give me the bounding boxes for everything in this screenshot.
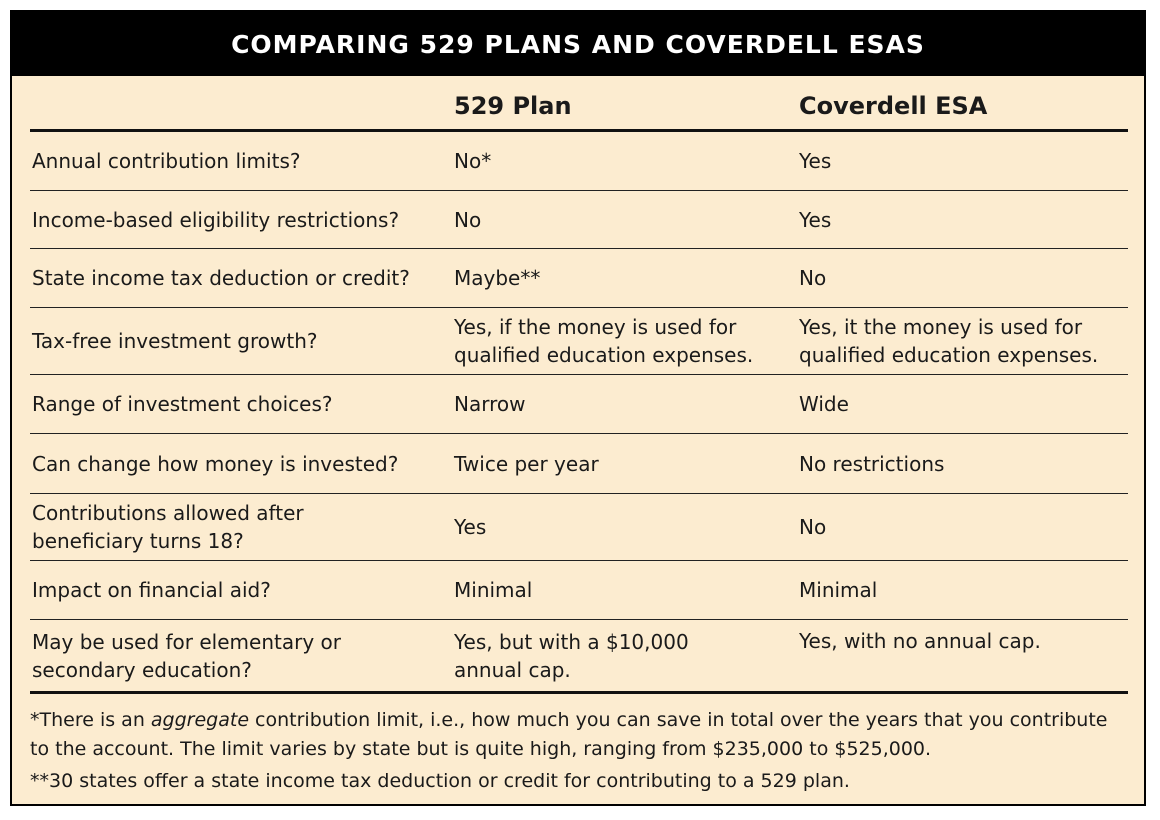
row-question: Tax-free investment growth? xyxy=(32,329,318,353)
row-coverdell-value: Minimal xyxy=(799,578,878,602)
table-row xyxy=(30,494,1128,561)
row-coverdell-value: No xyxy=(799,266,827,290)
table-row xyxy=(30,620,1128,694)
row-question: State income tax deduction or credit? xyxy=(32,266,410,290)
footnote-1-emphasis: aggregate xyxy=(150,709,250,731)
comparison-card xyxy=(10,10,1146,806)
row-coverdell-value: Yes xyxy=(799,207,832,232)
column-header-coverdell-esa: Coverdell ESA xyxy=(799,92,988,120)
row-529-value: Yes, but with a $10,000 annual cap. xyxy=(454,629,689,682)
row-question: Annual contribution limits? xyxy=(32,149,301,173)
row-coverdell-value: Yes, it the money is used for qualified education expenses. xyxy=(799,315,1099,367)
row-529-value: Yes xyxy=(454,515,487,539)
table-row xyxy=(30,249,1128,308)
table-row xyxy=(30,434,1128,494)
row-529-value: Narrow xyxy=(454,392,526,416)
row-coverdell-value: Yes, with no annual cap. xyxy=(799,629,1041,653)
row-coverdell-value: No restrictions xyxy=(799,451,945,476)
row-question: Range of investment choices? xyxy=(32,392,333,416)
row-coverdell-value: Wide xyxy=(799,392,849,416)
row-question: Impact on financial aid? xyxy=(32,578,271,602)
row-529-value: Minimal xyxy=(454,578,533,602)
row-question: Contributions allowed after beneficiary turns 18? xyxy=(32,501,304,553)
row-question: Income-based eligibility restrictions? xyxy=(32,207,400,232)
row-coverdell-value: No xyxy=(799,515,827,539)
comparison-table xyxy=(30,76,1128,694)
row-529-value: No xyxy=(454,207,482,232)
table-header-row xyxy=(30,76,1128,132)
table-title: COMPARING 529 PLANS AND COVERDELL ESAS xyxy=(12,12,1144,76)
row-coverdell-value: Yes xyxy=(799,149,832,173)
footnote-1-suffix: contribution limit, i.e., how much you can save in total over the years that you contribute to the account. The limit varies by state but is quite high, ranging from $235,000 to $525,000. xyxy=(30,709,1108,760)
row-question: Can change how money is invested? xyxy=(32,451,399,476)
table-row xyxy=(30,132,1128,191)
table-row xyxy=(30,308,1128,375)
row-529-value: Maybe** xyxy=(454,266,541,290)
row-529-value: Twice per year xyxy=(454,451,599,476)
row-529-value: Yes, if the money is used for qualified education expenses. xyxy=(454,315,754,367)
table-row xyxy=(30,561,1128,620)
row-529-value: No* xyxy=(454,149,492,173)
footnotes xyxy=(30,706,1130,796)
column-header-529-plan: 529 Plan xyxy=(454,92,572,120)
footnote-aggregate-limit xyxy=(30,706,1130,764)
row-question: May be used for elementary or secondary education? xyxy=(32,629,341,682)
table-row xyxy=(30,191,1128,249)
table-row xyxy=(30,375,1128,434)
footnote-state-deduction: **30 states offer a state income tax deduction or credit for contributing to a 529 plan. xyxy=(30,770,850,792)
footnote-1-prefix: *There is an xyxy=(30,709,151,731)
